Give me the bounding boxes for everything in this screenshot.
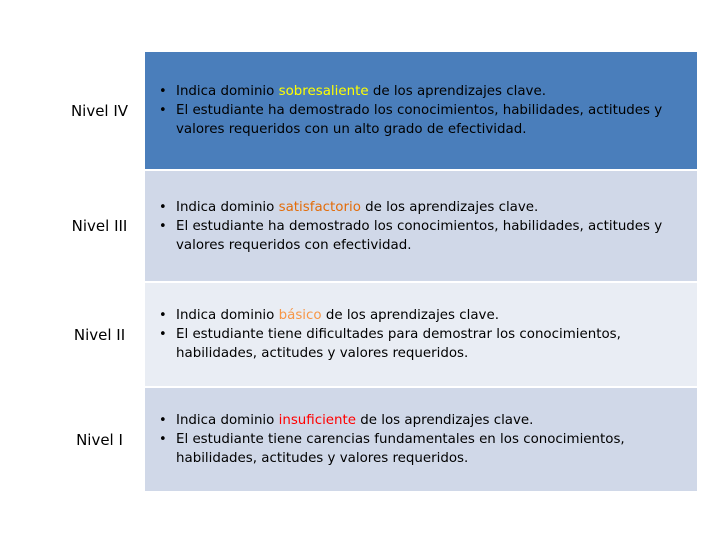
level-keyword: insuficiente	[278, 413, 357, 428]
level-keyword: básico	[278, 308, 322, 323]
bullet-item: • El estudiante tiene carencias fundamentales en los conocimientos, habilidades, actitudes y valores requeridos.	[159, 432, 625, 466]
bullet-icon: •	[159, 199, 167, 215]
bullet-icon: •	[159, 84, 167, 99]
bullet-item: • Indica dominio sobresaliente de los aprendizajes clave.	[159, 84, 546, 99]
level-description	[145, 283, 697, 386]
level-label: Nivel II	[52, 283, 143, 386]
bullet-item: • Indica dominio básico de los aprendizajes clave.	[159, 308, 499, 323]
bullet-icon: •	[159, 413, 167, 428]
bullet-item: • El estudiante ha demostrado los conocimientos, habilidades, actitudes y valores requeridos con un alto grado de efectividad.	[159, 103, 663, 137]
bullet-list	[159, 82, 683, 139]
bullet-icon: •	[159, 103, 167, 118]
bullet-item: • Indica dominio insuficiente de los aprendizajes clave.	[159, 413, 534, 428]
level-keyword: satisfactorio	[278, 199, 361, 215]
bullet-list	[159, 411, 683, 468]
bullet-list	[159, 306, 683, 363]
levels-table	[52, 52, 695, 485]
level-label: Nivel I	[52, 388, 143, 491]
level-label: Nivel III	[52, 171, 143, 281]
level-label: Nivel IV	[52, 52, 143, 169]
bullet-icon: •	[159, 327, 167, 342]
level-description	[145, 388, 697, 491]
bullet-item: • El estudiante tiene dificultades para demostrar los conocimientos, habilidades, actitudes y valores requeridos.	[159, 327, 621, 361]
bullet-icon: •	[159, 218, 167, 234]
bullet-item: • El estudiante ha demostrado los conocimientos, habilidades, actitudes y valores requeridos con efectividad.	[159, 218, 663, 253]
bullet-list	[159, 198, 683, 255]
bullet-icon: •	[159, 308, 167, 323]
level-keyword: sobresaliente	[278, 84, 369, 99]
bullet-item: • Indica dominio satisfactorio de los aprendizajes clave.	[159, 199, 539, 215]
bullet-icon: •	[159, 432, 167, 447]
level-description	[145, 171, 697, 281]
level-description	[145, 52, 697, 169]
